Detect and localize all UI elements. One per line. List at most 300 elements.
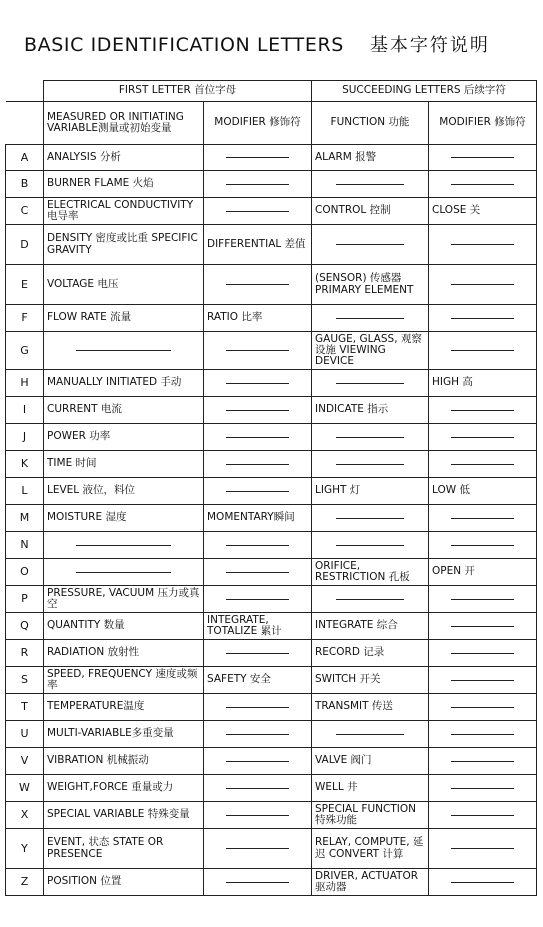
title-english: BASIC IDENTIFICATION LETTERS <box>24 34 344 56</box>
table-row <box>6 667 537 694</box>
empty-dash <box>451 464 514 465</box>
succeeding-modifier-cell <box>429 586 537 613</box>
function-cell <box>312 332 429 370</box>
letter-cell-text: G <box>20 343 29 357</box>
modifier-cell <box>204 748 312 775</box>
table-row <box>6 505 537 532</box>
empty-dash <box>336 599 404 600</box>
function-cell <box>312 451 429 478</box>
modifier-cell-text: DIFFERENTIAL 差值 <box>207 237 306 250</box>
letter-cell-text: P <box>21 592 28 606</box>
succeeding-modifier-cell <box>429 694 537 721</box>
function-cell <box>312 397 429 424</box>
title-chinese: 基本字符说明 <box>369 35 490 56</box>
measured-variable-cell-text: TEMPERATURE温度 <box>47 700 145 713</box>
table-row <box>6 775 537 802</box>
letter-cell-text: J <box>22 430 27 444</box>
first-letter-header: FIRST LETTER 首位字母 <box>44 81 312 102</box>
empty-dash <box>226 653 289 654</box>
measured-variable-cell <box>44 424 204 451</box>
header-blank-cell <box>6 81 44 102</box>
table-row <box>6 748 537 775</box>
modifier-cell <box>204 802 312 829</box>
letter-cell <box>6 586 44 613</box>
letter-cell-text: I <box>22 403 27 417</box>
letter-cell-text: E <box>21 277 28 291</box>
empty-dash <box>451 157 514 158</box>
measured-variable-cell-text: MOISTURE 湿度 <box>47 511 127 524</box>
function-cell <box>312 532 429 559</box>
letter-cell <box>6 265 44 305</box>
measured-variable-cell <box>44 145 204 171</box>
letter-cell-text: B <box>20 177 29 191</box>
succeeding-modifier-cell <box>429 869 537 896</box>
modifier-cell <box>204 424 312 451</box>
succeeding-modifier-cell <box>429 145 537 171</box>
letter-cell <box>6 829 44 869</box>
letter-cell <box>6 721 44 748</box>
modifier-cell-text: MOMENTARY瞬间 <box>207 511 295 524</box>
modifier-cell <box>204 586 312 613</box>
letter-cell-text: L <box>21 484 28 498</box>
table-row <box>6 145 537 171</box>
table-row <box>6 869 537 896</box>
modifier-cell <box>204 305 312 332</box>
empty-dash <box>451 518 514 519</box>
letter-cell-text: W <box>19 781 30 795</box>
empty-dash <box>226 848 289 849</box>
modifier-cell <box>204 559 312 586</box>
empty-dash <box>451 734 514 735</box>
function-cell <box>312 869 429 896</box>
empty-dash <box>226 882 289 883</box>
table-row <box>6 694 537 721</box>
modifier-cell <box>204 332 312 370</box>
empty-dash <box>226 211 289 212</box>
measured-variable-cell-text: POSITION 位置 <box>47 875 122 888</box>
function-cell <box>312 198 429 225</box>
function-cell <box>312 694 429 721</box>
empty-dash <box>226 572 289 573</box>
table-row <box>6 332 537 370</box>
succeeding-modifier-cell-text: LOW 低 <box>432 484 470 497</box>
measured-variable-cell-text: WEIGHT,FORCE 重量或力 <box>47 781 174 794</box>
measured-variable-cell-text: VIBRATION 机械振动 <box>47 754 149 767</box>
letter-cell <box>6 198 44 225</box>
succeeding-modifier-cell <box>429 424 537 451</box>
empty-dash <box>226 761 289 762</box>
measured-variable-cell-text: SPEED, FREQUENCY 速度或频率 <box>47 667 198 691</box>
modifier-cell <box>204 694 312 721</box>
succeeding-modifier-cell-text: OPEN 开 <box>432 565 475 578</box>
measured-variable-cell-text: DENSITY 密度或比重 SPECIFIC GRAVITY <box>47 232 198 256</box>
measured-variable-cell <box>44 667 204 694</box>
succeeding-modifier-cell <box>429 305 537 332</box>
empty-dash <box>451 244 514 245</box>
measured-variable-cell-text: ANALYSIS 分析 <box>47 150 121 163</box>
succeeding-modifier-cell <box>429 829 537 869</box>
empty-dash <box>451 653 514 654</box>
function-cell <box>312 775 429 802</box>
letter-cell-text: O <box>20 565 29 579</box>
succeeding-modifier-cell-text: CLOSE 关 <box>432 204 481 217</box>
measured-variable-cell <box>44 869 204 896</box>
letter-cell <box>6 775 44 802</box>
measured-variable-cell <box>44 640 204 667</box>
table-row <box>6 802 537 829</box>
empty-dash <box>451 318 514 319</box>
modifier-cell <box>204 397 312 424</box>
letter-cell-text: M <box>19 511 30 525</box>
empty-dash <box>76 572 171 573</box>
empty-dash <box>226 599 289 600</box>
function-cell <box>312 586 429 613</box>
measured-variable-cell <box>44 829 204 869</box>
function-cell-text: WELL 井 <box>315 781 358 794</box>
function-cell <box>312 171 429 198</box>
table-row <box>6 171 537 198</box>
measured-variable-cell-text: FLOW RATE 流量 <box>47 311 132 324</box>
modifier-cell-text: RATIO 比率 <box>207 311 263 324</box>
function-cell <box>312 721 429 748</box>
letter-cell-text: D <box>20 237 29 251</box>
succeeding-modifier-cell <box>429 613 537 640</box>
succeeding-modifier-cell <box>429 532 537 559</box>
succeeding-modifier-cell <box>429 265 537 305</box>
succeeding-modifier-cell <box>429 505 537 532</box>
succeeding-modifier-cell <box>429 721 537 748</box>
empty-dash <box>226 788 289 789</box>
letter-cell <box>6 370 44 397</box>
measured-variable-cell <box>44 397 204 424</box>
letter-cell <box>6 397 44 424</box>
function-cell-text: TRANSMIT 传送 <box>315 700 393 713</box>
succeeding-modifier-cell <box>429 667 537 694</box>
modifier-cell <box>204 451 312 478</box>
measured-variable-cell <box>44 478 204 505</box>
succeeding-modifier-cell <box>429 640 537 667</box>
empty-dash <box>451 184 514 185</box>
empty-dash <box>451 410 514 411</box>
empty-dash <box>226 707 289 708</box>
function-cell <box>312 802 429 829</box>
succeeding-modifier-cell <box>429 478 537 505</box>
measured-variable-cell <box>44 332 204 370</box>
letter-cell-text: H <box>20 376 29 390</box>
empty-dash <box>336 464 404 465</box>
succeeding-modifier-cell-text: HIGH 高 <box>432 376 473 389</box>
modifier-cell <box>204 613 312 640</box>
function-cell-text: INDICATE 指示 <box>315 403 389 416</box>
measured-variable-cell <box>44 775 204 802</box>
letter-cell-text: N <box>20 538 29 552</box>
modifier-cell <box>204 478 312 505</box>
function-cell-text: ALARM 报警 <box>315 150 377 163</box>
letter-cell-text: F <box>21 311 28 325</box>
column-header-row <box>6 102 537 145</box>
function-cell <box>312 478 429 505</box>
function-cell-text: ORIFICE, RESTRICTION 孔板 <box>315 559 410 583</box>
empty-dash <box>451 848 514 849</box>
empty-dash <box>451 350 514 351</box>
succeeding-modifier-header: MODIFIER 修饰符 <box>429 102 537 145</box>
measured-variable-cell <box>44 694 204 721</box>
identification-letters-table <box>5 80 537 896</box>
table-row <box>6 586 537 613</box>
succeeding-modifier-cell <box>429 559 537 586</box>
succeeding-modifier-cell <box>429 225 537 265</box>
modifier-cell <box>204 640 312 667</box>
letter-cell-text: C <box>20 204 29 218</box>
letter-cell-text: Y <box>21 841 28 855</box>
table-row <box>6 370 537 397</box>
measured-variable-cell <box>44 305 204 332</box>
letter-cell-text: X <box>20 808 29 822</box>
table-row <box>6 559 537 586</box>
table-row <box>6 397 537 424</box>
measured-variable-cell-text: MANUALLY INITIATED 手动 <box>47 376 182 389</box>
function-cell <box>312 225 429 265</box>
measured-variable-cell <box>44 802 204 829</box>
table-row <box>6 265 537 305</box>
succeeding-modifier-cell <box>429 198 537 225</box>
table-row <box>6 451 537 478</box>
empty-dash <box>336 437 404 438</box>
empty-dash <box>336 244 404 245</box>
page-title <box>24 31 534 61</box>
succeeding-modifier-cell <box>429 397 537 424</box>
empty-dash <box>226 184 289 185</box>
empty-dash <box>451 788 514 789</box>
table-row <box>6 198 537 225</box>
measured-variable-cell <box>44 532 204 559</box>
measured-variable-cell-text: EVENT, 状态 STATE OR PRESENCE <box>47 836 164 860</box>
letter-cell-text: K <box>20 457 29 471</box>
function-cell <box>312 559 429 586</box>
empty-dash <box>336 518 404 519</box>
modifier-cell <box>204 721 312 748</box>
empty-dash <box>451 626 514 627</box>
table-row <box>6 305 537 332</box>
function-cell <box>312 265 429 305</box>
empty-dash <box>336 184 404 185</box>
function-cell-text: LIGHT 灯 <box>315 484 361 497</box>
measured-variable-header: MEASURED OR INITIATING VARIABLE测量或初始变量 <box>44 102 204 145</box>
letter-cell <box>6 145 44 171</box>
empty-dash <box>226 437 289 438</box>
empty-dash <box>451 545 514 546</box>
succeeding-modifier-cell <box>429 451 537 478</box>
modifier-header: MODIFIER 修饰符 <box>204 102 312 145</box>
measured-variable-cell-text: QUANTITY 数量 <box>47 619 125 632</box>
function-cell <box>312 305 429 332</box>
function-cell <box>312 424 429 451</box>
empty-dash <box>226 383 289 384</box>
letter-cell-text: Z <box>20 875 29 889</box>
letter-cell-text: S <box>21 673 28 687</box>
empty-dash <box>226 464 289 465</box>
function-cell <box>312 640 429 667</box>
measured-variable-cell-text: RADIATION 放射性 <box>47 646 140 659</box>
measured-variable-cell <box>44 559 204 586</box>
succeeding-modifier-cell <box>429 802 537 829</box>
letter-cell-text: Q <box>20 619 29 633</box>
letter-cell-text: V <box>20 754 29 768</box>
function-cell-text: RELAY, COMPUTE, 延迟 CONVERT 计算 <box>315 836 424 860</box>
succeeding-modifier-cell <box>429 370 537 397</box>
modifier-cell-text: SAFETY 安全 <box>207 673 271 686</box>
succeeding-modifier-cell <box>429 332 537 370</box>
modifier-cell <box>204 775 312 802</box>
empty-dash <box>336 318 404 319</box>
empty-dash <box>76 350 171 351</box>
empty-dash <box>336 734 404 735</box>
measured-variable-cell-text: CURRENT 电流 <box>47 403 122 416</box>
function-cell-text: SPECIAL FUNCTION特殊功能 <box>315 802 416 826</box>
letter-cell <box>6 332 44 370</box>
empty-dash <box>226 815 289 816</box>
empty-dash <box>336 383 404 384</box>
modifier-cell <box>204 265 312 305</box>
function-header: FUNCTION 功能 <box>312 102 429 145</box>
modifier-cell <box>204 829 312 869</box>
succeeding-modifier-cell <box>429 748 537 775</box>
function-cell <box>312 145 429 171</box>
function-cell <box>312 505 429 532</box>
empty-dash <box>226 410 289 411</box>
measured-variable-cell <box>44 225 204 265</box>
succeeding-modifier-cell <box>429 775 537 802</box>
measured-variable-cell <box>44 505 204 532</box>
function-cell-text: RECORD 记录 <box>315 646 385 659</box>
measured-variable-cell <box>44 748 204 775</box>
function-cell-text: DRIVER, ACTUATOR 驱动器 <box>315 869 419 893</box>
function-cell-text: (SENSOR) 传感器 PRIMARY ELEMENT <box>315 272 414 296</box>
measured-variable-cell <box>44 613 204 640</box>
modifier-cell <box>204 171 312 198</box>
empty-dash <box>226 350 289 351</box>
table-row <box>6 478 537 505</box>
empty-dash <box>226 157 289 158</box>
function-cell <box>312 667 429 694</box>
modifier-cell <box>204 225 312 265</box>
empty-dash <box>336 545 404 546</box>
letter-cell <box>6 305 44 332</box>
measured-variable-cell <box>44 171 204 198</box>
empty-dash <box>451 815 514 816</box>
empty-dash <box>451 761 514 762</box>
letter-cell <box>6 532 44 559</box>
letter-cell <box>6 225 44 265</box>
letter-cell <box>6 694 44 721</box>
measured-variable-cell <box>44 586 204 613</box>
measured-variable-cell-text: ELECTRICAL CONDUCTIVITY 电导率 <box>47 198 194 222</box>
modifier-cell <box>204 667 312 694</box>
empty-dash <box>226 491 289 492</box>
empty-dash <box>226 734 289 735</box>
group-header-row <box>6 81 537 102</box>
table-row <box>6 225 537 265</box>
letter-cell <box>6 559 44 586</box>
letter-cell-text: A <box>20 150 29 164</box>
table-row <box>6 640 537 667</box>
modifier-cell <box>204 869 312 896</box>
letter-cell <box>6 505 44 532</box>
empty-dash <box>451 599 514 600</box>
function-cell-text: VALVE 阀门 <box>315 754 372 767</box>
empty-dash <box>451 437 514 438</box>
function-cell-text: CONTROL 控制 <box>315 204 391 217</box>
modifier-cell <box>204 198 312 225</box>
function-cell <box>312 613 429 640</box>
measured-variable-cell <box>44 451 204 478</box>
table-row <box>6 829 537 869</box>
measured-variable-cell <box>44 370 204 397</box>
measured-variable-cell <box>44 721 204 748</box>
letter-cell <box>6 478 44 505</box>
letter-cell-text: R <box>20 646 29 660</box>
measured-variable-cell-text: PRESSURE, VACUUM 压力或真空 <box>47 586 200 610</box>
measured-variable-cell-text: SPECIAL VARIABLE 特殊变量 <box>47 808 190 821</box>
letter-cell <box>6 667 44 694</box>
header-blank-cell <box>6 102 44 145</box>
letter-cell <box>6 424 44 451</box>
measured-variable-cell-text: TIME 时间 <box>47 457 97 470</box>
letter-cell-text: U <box>20 727 29 741</box>
modifier-cell <box>204 532 312 559</box>
table-row <box>6 721 537 748</box>
modifier-cell <box>204 505 312 532</box>
function-cell-text: GAUGE, GLASS, 观察设施 VIEWING DEVICE <box>315 332 422 367</box>
function-cell <box>312 829 429 869</box>
measured-variable-cell-text: BURNER FLAME 火焰 <box>47 177 154 190</box>
empty-dash <box>451 707 514 708</box>
table-row <box>6 532 537 559</box>
modifier-cell <box>204 145 312 171</box>
letter-cell <box>6 171 44 198</box>
measured-variable-cell <box>44 265 204 305</box>
succeeding-letters-header: SUCCEEDING LETTERS 后续字符 <box>312 81 537 102</box>
letter-cell <box>6 451 44 478</box>
modifier-cell-text: INTEGRATE, TOTALIZE 累计 <box>207 613 282 637</box>
succeeding-modifier-cell <box>429 171 537 198</box>
letter-cell <box>6 802 44 829</box>
empty-dash <box>451 680 514 681</box>
letter-cell <box>6 613 44 640</box>
function-cell <box>312 748 429 775</box>
measured-variable-cell-text: POWER 功率 <box>47 430 111 443</box>
letter-cell <box>6 640 44 667</box>
measured-variable-cell <box>44 198 204 225</box>
empty-dash <box>451 882 514 883</box>
measured-variable-cell-text: VOLTAGE 电压 <box>47 277 119 290</box>
empty-dash <box>226 545 289 546</box>
function-cell-text: INTEGRATE 综合 <box>315 619 398 632</box>
function-cell <box>312 370 429 397</box>
empty-dash <box>451 284 514 285</box>
empty-dash <box>76 545 171 546</box>
letter-cell-text: T <box>21 700 28 714</box>
table-row <box>6 613 537 640</box>
empty-dash <box>226 284 289 285</box>
letter-cell <box>6 748 44 775</box>
measured-variable-cell-text: LEVEL 液位，料位 <box>47 484 135 497</box>
modifier-cell <box>204 370 312 397</box>
function-cell-text: SWITCH 开关 <box>315 673 381 686</box>
letter-cell <box>6 869 44 896</box>
measured-variable-cell-text: MULTI-VARIABLE多重变量 <box>47 727 174 740</box>
table-row <box>6 424 537 451</box>
